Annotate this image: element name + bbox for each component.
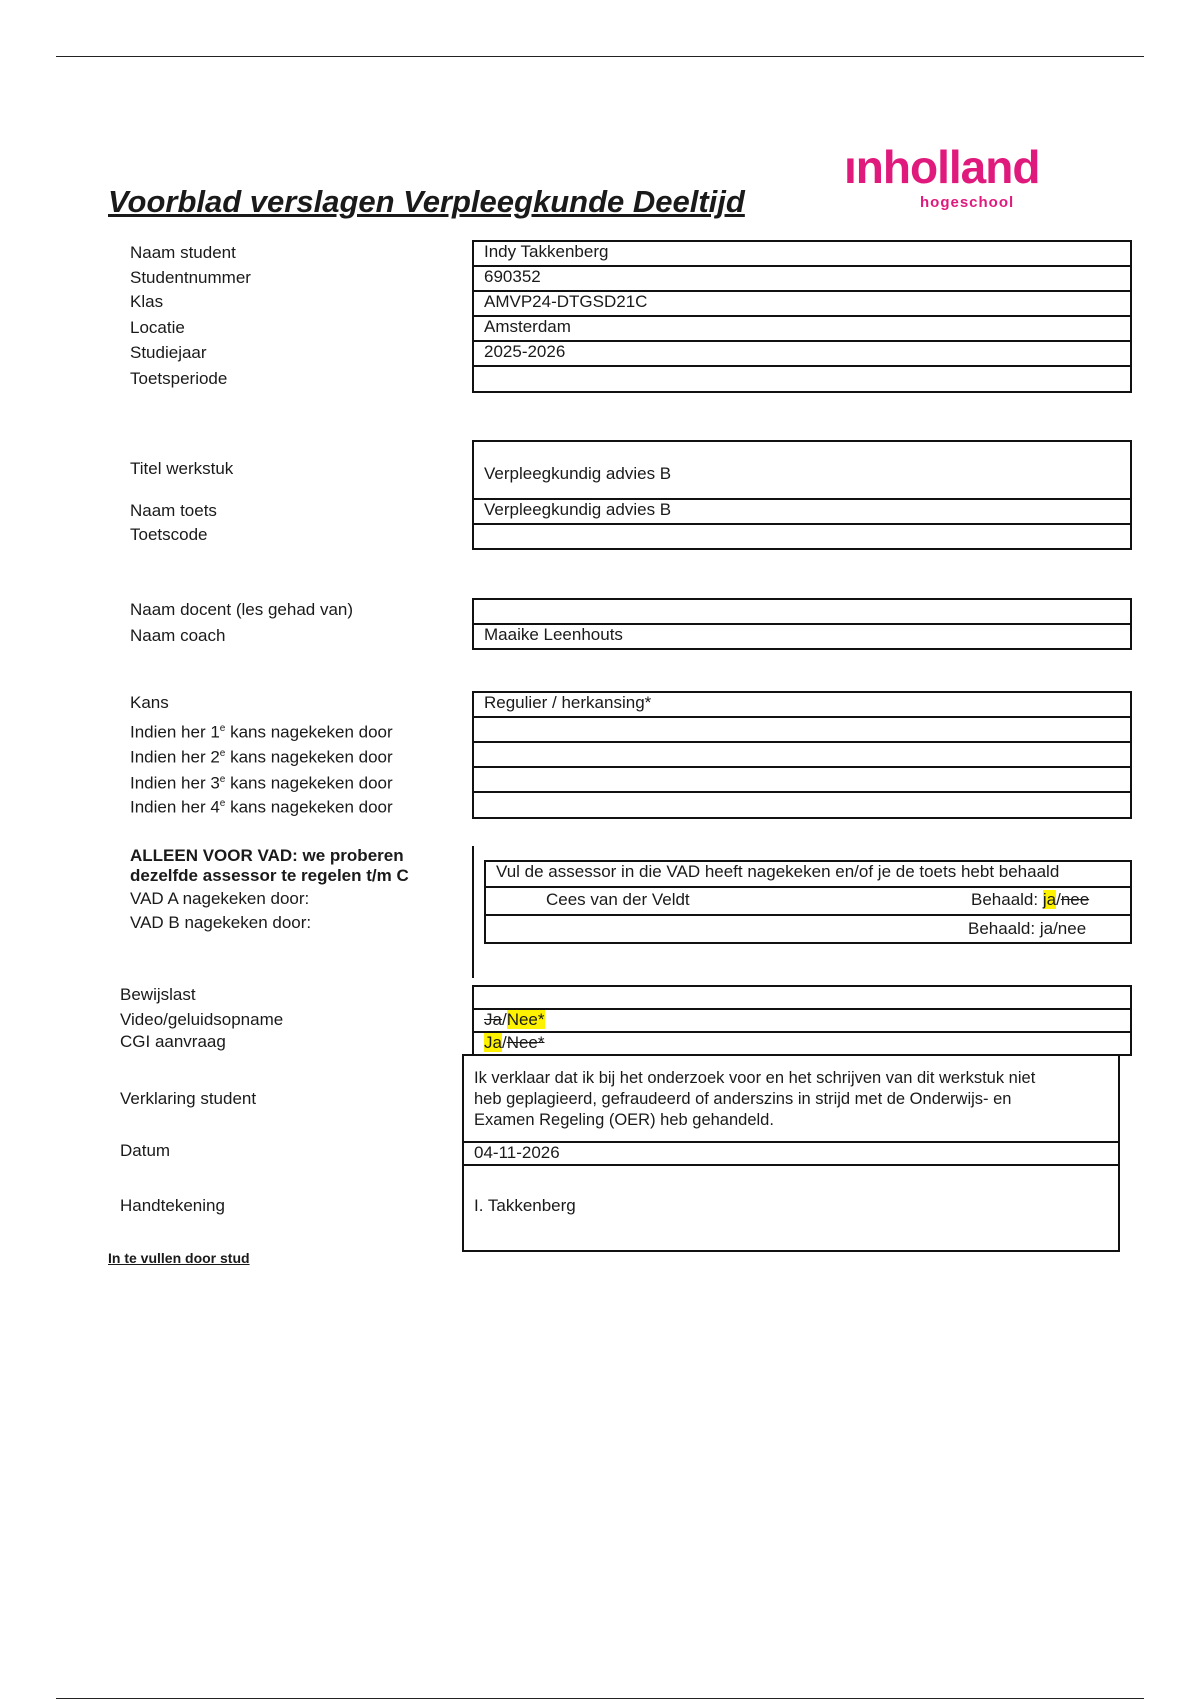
label-naam-toets: Naam toets bbox=[130, 501, 217, 520]
top-rule bbox=[56, 56, 1144, 57]
field-naam-coach[interactable]: Maaike Leenhouts bbox=[472, 623, 1132, 650]
vad-heading-line2: dezelfde assessor te regelen t/m C bbox=[130, 866, 409, 885]
field-bewijslast[interactable] bbox=[472, 985, 1132, 1010]
label-bewijslast: Bewijslast bbox=[120, 985, 196, 1004]
label-toetsperiode: Toetsperiode bbox=[130, 369, 228, 388]
vad-a-row[interactable] bbox=[484, 886, 1132, 916]
label-her-2: Indien her 2e kans nagekeken door bbox=[130, 747, 393, 767]
label-naam-student: Naam student bbox=[130, 243, 236, 262]
bottom-rule bbox=[56, 1698, 1144, 1699]
field-naam-student[interactable]: Indy Takkenberg bbox=[472, 240, 1132, 267]
field-video[interactable]: Ja/Nee* bbox=[472, 1008, 1132, 1033]
label-her-4: Indien her 4e kans nagekeken door bbox=[130, 797, 393, 817]
field-studentnummer[interactable]: 690352 bbox=[472, 265, 1132, 292]
label-her-1: Indien her 1e kans nagekeken door bbox=[130, 722, 393, 742]
field-datum[interactable]: 04-11-2026 bbox=[462, 1141, 1120, 1166]
vad-a-assessor: Cees van der Veldt bbox=[546, 890, 690, 909]
footer-note: In te vullen door stud bbox=[108, 1250, 250, 1266]
label-datum: Datum bbox=[120, 1141, 171, 1160]
field-naam-toets[interactable]: Verpleegkundig advies B bbox=[472, 498, 1132, 525]
page-title: Voorblad verslagen Verpleegkunde Deeltijd bbox=[108, 184, 745, 219]
label-titel-werkstuk: Titel werkstuk bbox=[130, 459, 234, 478]
field-klas[interactable]: AMVP24-DTGSD21C bbox=[472, 290, 1132, 317]
label-her-3: Indien her 3e kans nagekeken door bbox=[130, 773, 393, 793]
field-her-4[interactable] bbox=[472, 791, 1132, 819]
field-cgi[interactable]: Ja/Nee* bbox=[472, 1031, 1132, 1056]
label-video: Video/geluidsopname bbox=[120, 1010, 284, 1029]
field-studiejaar[interactable]: 2025-2026 bbox=[472, 340, 1132, 367]
field-toetscode[interactable] bbox=[472, 523, 1132, 550]
label-toetscode: Toetscode bbox=[130, 525, 208, 544]
vad-a-behaald: Behaald: ja/nee bbox=[971, 890, 1090, 909]
field-toetsperiode[interactable] bbox=[472, 365, 1132, 393]
label-vad-a: VAD A nagekeken door: bbox=[130, 889, 310, 908]
verklaring-line-3: Examen Regeling (OER) heb gehandeld. bbox=[474, 1111, 774, 1129]
field-naam-docent[interactable] bbox=[472, 598, 1132, 625]
verklaring-line-2: heb geplagieerd, gefraudeerd of anderszins in strijd met de Onderwijs- en bbox=[474, 1090, 1012, 1108]
label-verklaring: Verklaring student bbox=[120, 1089, 257, 1108]
vad-heading-line1: ALLEEN VOOR VAD: we proberen bbox=[130, 846, 404, 865]
label-locatie: Locatie bbox=[130, 318, 185, 337]
field-titel-werkstuk[interactable]: Verpleegkundig advies B bbox=[472, 440, 1132, 500]
label-studentnummer: Studentnummer bbox=[130, 268, 251, 287]
handtekening-value: I. Takkenberg bbox=[474, 1196, 576, 1215]
inholland-logo-subtitle: hogeschool bbox=[920, 194, 1015, 211]
vad-divider bbox=[472, 846, 474, 978]
label-klas: Klas bbox=[130, 292, 164, 311]
label-handtekening: Handtekening bbox=[120, 1196, 225, 1215]
field-her-1[interactable] bbox=[472, 716, 1132, 743]
field-verklaring bbox=[462, 1054, 1120, 1143]
field-locatie[interactable]: Amsterdam bbox=[472, 315, 1132, 342]
verklaring-line-1: Ik verklaar dat ik bij het onderzoek voor en het schrijven van dit werkstuk niet bbox=[474, 1069, 1036, 1087]
label-naam-coach: Naam coach bbox=[130, 626, 226, 645]
vad-b-behaald: Behaald: ja/nee bbox=[968, 919, 1087, 938]
label-naam-docent: Naam docent (les gehad van) bbox=[130, 600, 354, 619]
field-her-2[interactable] bbox=[472, 741, 1132, 768]
field-kans[interactable]: Regulier / herkansing* bbox=[472, 691, 1132, 718]
label-kans: Kans bbox=[130, 693, 169, 712]
vad-b-row[interactable] bbox=[484, 914, 1132, 944]
label-studiejaar: Studiejaar bbox=[130, 343, 207, 362]
field-her-3[interactable] bbox=[472, 766, 1132, 793]
inholland-logo: ınholland bbox=[844, 141, 1040, 193]
label-cgi: CGI aanvraag bbox=[120, 1032, 226, 1051]
vad-instruction: Vul de assessor in die VAD heeft nagekeken en/of je de toets hebt behaald bbox=[484, 860, 1132, 888]
label-vad-b: VAD B nagekeken door: bbox=[130, 913, 312, 932]
field-handtekening[interactable] bbox=[462, 1164, 1120, 1252]
